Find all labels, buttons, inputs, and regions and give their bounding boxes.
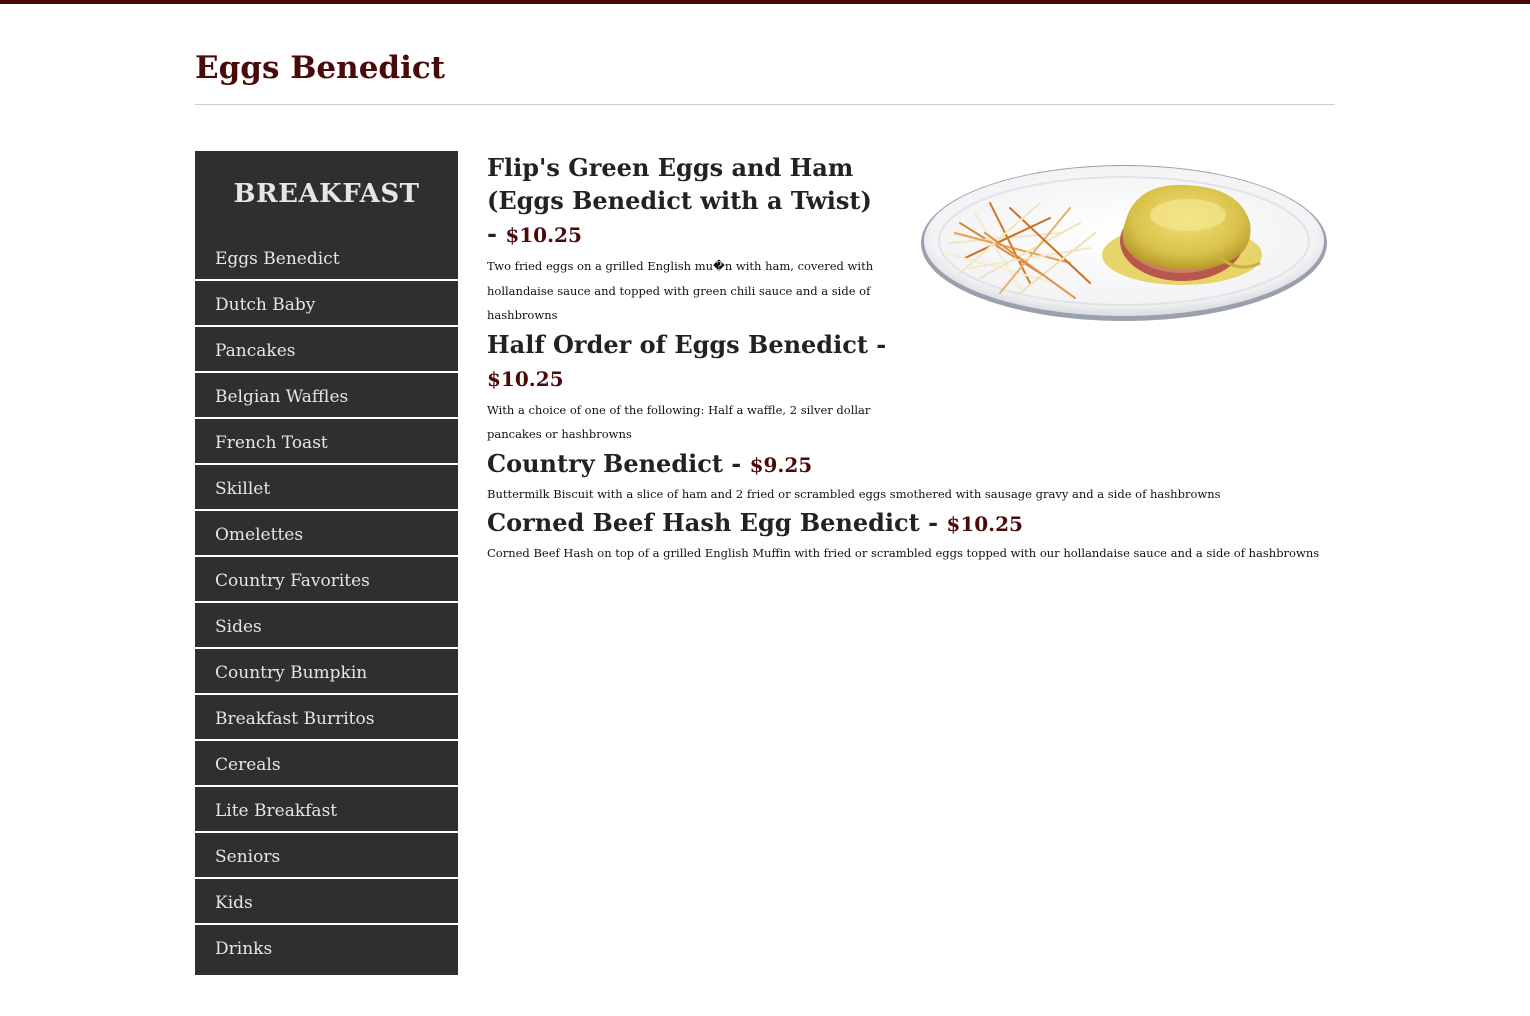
- sidebar-item-breakfast-burritos[interactable]: [195, 695, 458, 741]
- menu-item-description: With a choice of one of the following: Half a waffle, 2 silver dollar pancakes or hashbrowns: [487, 402, 871, 441]
- sidebar-item-cereals[interactable]: [195, 741, 458, 787]
- sidebar-item-dutch-baby[interactable]: [195, 281, 458, 327]
- sidebar-item-label[interactable]: Omelettes: [215, 525, 304, 545]
- sidebar-item-drinks[interactable]: [195, 925, 458, 969]
- sidebar-item-label[interactable]: Country Favorites: [215, 571, 370, 591]
- menu-item: [487, 506, 1335, 566]
- title-divider: [195, 104, 1335, 105]
- sidebar-item-label[interactable]: Dutch Baby: [215, 295, 316, 315]
- breakfast-sidebar: [195, 151, 458, 975]
- menu-item-price: $10.25: [946, 512, 1023, 536]
- menu-item-title: [487, 506, 1335, 541]
- menu-item-name: Country Benedict: [487, 448, 723, 478]
- menu-item-name: Flip's Green Eggs and Ham (Eggs Benedict with a Twist): [487, 153, 872, 215]
- sidebar-item-country-favorites[interactable]: [195, 557, 458, 603]
- menu-item-title: [487, 328, 887, 396]
- sidebar-item-label[interactable]: Sides: [215, 617, 262, 637]
- sidebar-item-label[interactable]: Country Bumpkin: [215, 663, 368, 683]
- menu-item-price: $9.25: [749, 452, 813, 477]
- sidebar-item-belgian-waffles[interactable]: [195, 373, 458, 419]
- price-separator: -: [722, 448, 750, 478]
- sidebar-heading: BREAKFAST: [233, 179, 420, 209]
- menu-item-name: Corned Beef Hash Egg Benedict: [487, 508, 920, 537]
- sidebar-item-label[interactable]: French Toast: [215, 433, 328, 453]
- menu-item-description: Buttermilk Biscuit with a slice of ham and 2 fried or scrambled eggs smothered with sausage gravy and a side of hashbrowns: [487, 486, 1221, 501]
- menu-item: [487, 328, 887, 447]
- sidebar-item-seniors[interactable]: [195, 833, 458, 879]
- menu-item: [487, 447, 1335, 507]
- menu-item-name: Half Order of Eggs Benedict: [487, 329, 868, 359]
- menu-item-price: $10.25: [487, 366, 564, 391]
- top-accent-bar: [0, 0, 1530, 4]
- sidebar-item-eggs-benedict[interactable]: [195, 235, 458, 281]
- menu-item-description: Corned Beef Hash on top of a grilled English Muffin with fried or scrambled eggs topped with our hollandaise sauce and a side of hashbrowns: [487, 546, 1320, 560]
- sidebar-item-kids[interactable]: [195, 879, 458, 925]
- menu-item-title: [487, 151, 887, 252]
- sidebar-item-french-toast[interactable]: [195, 419, 458, 465]
- menu-item-price: $10.25: [505, 223, 582, 247]
- price-separator: -: [487, 219, 506, 248]
- menu-content: [487, 151, 1335, 566]
- menu-item: [487, 151, 887, 328]
- sidebar-item-label[interactable]: Belgian Waffles: [215, 387, 349, 407]
- sidebar-item-pancakes[interactable]: [195, 327, 458, 373]
- price-separator: -: [919, 508, 947, 537]
- menu-item-description: Two fried eggs on a grilled English mu�n with ham, covered with hollandaise sauce and topped with green chili sauce and a side of hashbrowns: [487, 259, 874, 322]
- sidebar-item-lite-breakfast[interactable]: [195, 787, 458, 833]
- sidebar-item-label[interactable]: Lite Breakfast: [215, 801, 338, 821]
- eggs-benedict-plate-photo: [920, 163, 1328, 323]
- sidebar-item-label[interactable]: Pancakes: [215, 341, 296, 361]
- sidebar-item-label[interactable]: Seniors: [215, 847, 281, 867]
- sidebar-item-label[interactable]: Drinks: [215, 939, 273, 959]
- sidebar-item-country-bumpkin[interactable]: [195, 649, 458, 695]
- price-separator: -: [867, 329, 887, 359]
- sidebar-item-skillet[interactable]: [195, 465, 458, 511]
- sidebar-item-label[interactable]: Kids: [215, 893, 253, 913]
- sidebar-item-sides[interactable]: [195, 603, 458, 649]
- sidebar-item-label[interactable]: Eggs Benedict: [215, 249, 340, 269]
- page-title: Eggs Benedict: [195, 50, 446, 86]
- menu-item-title: [487, 447, 1335, 482]
- sidebar-item-label[interactable]: Cereals: [215, 755, 281, 775]
- sidebar-item-label[interactable]: Breakfast Burritos: [215, 709, 375, 729]
- sidebar-item-label[interactable]: Skillet: [215, 479, 271, 499]
- sidebar-menu: [195, 235, 458, 969]
- sidebar-item-omelettes[interactable]: [195, 511, 458, 557]
